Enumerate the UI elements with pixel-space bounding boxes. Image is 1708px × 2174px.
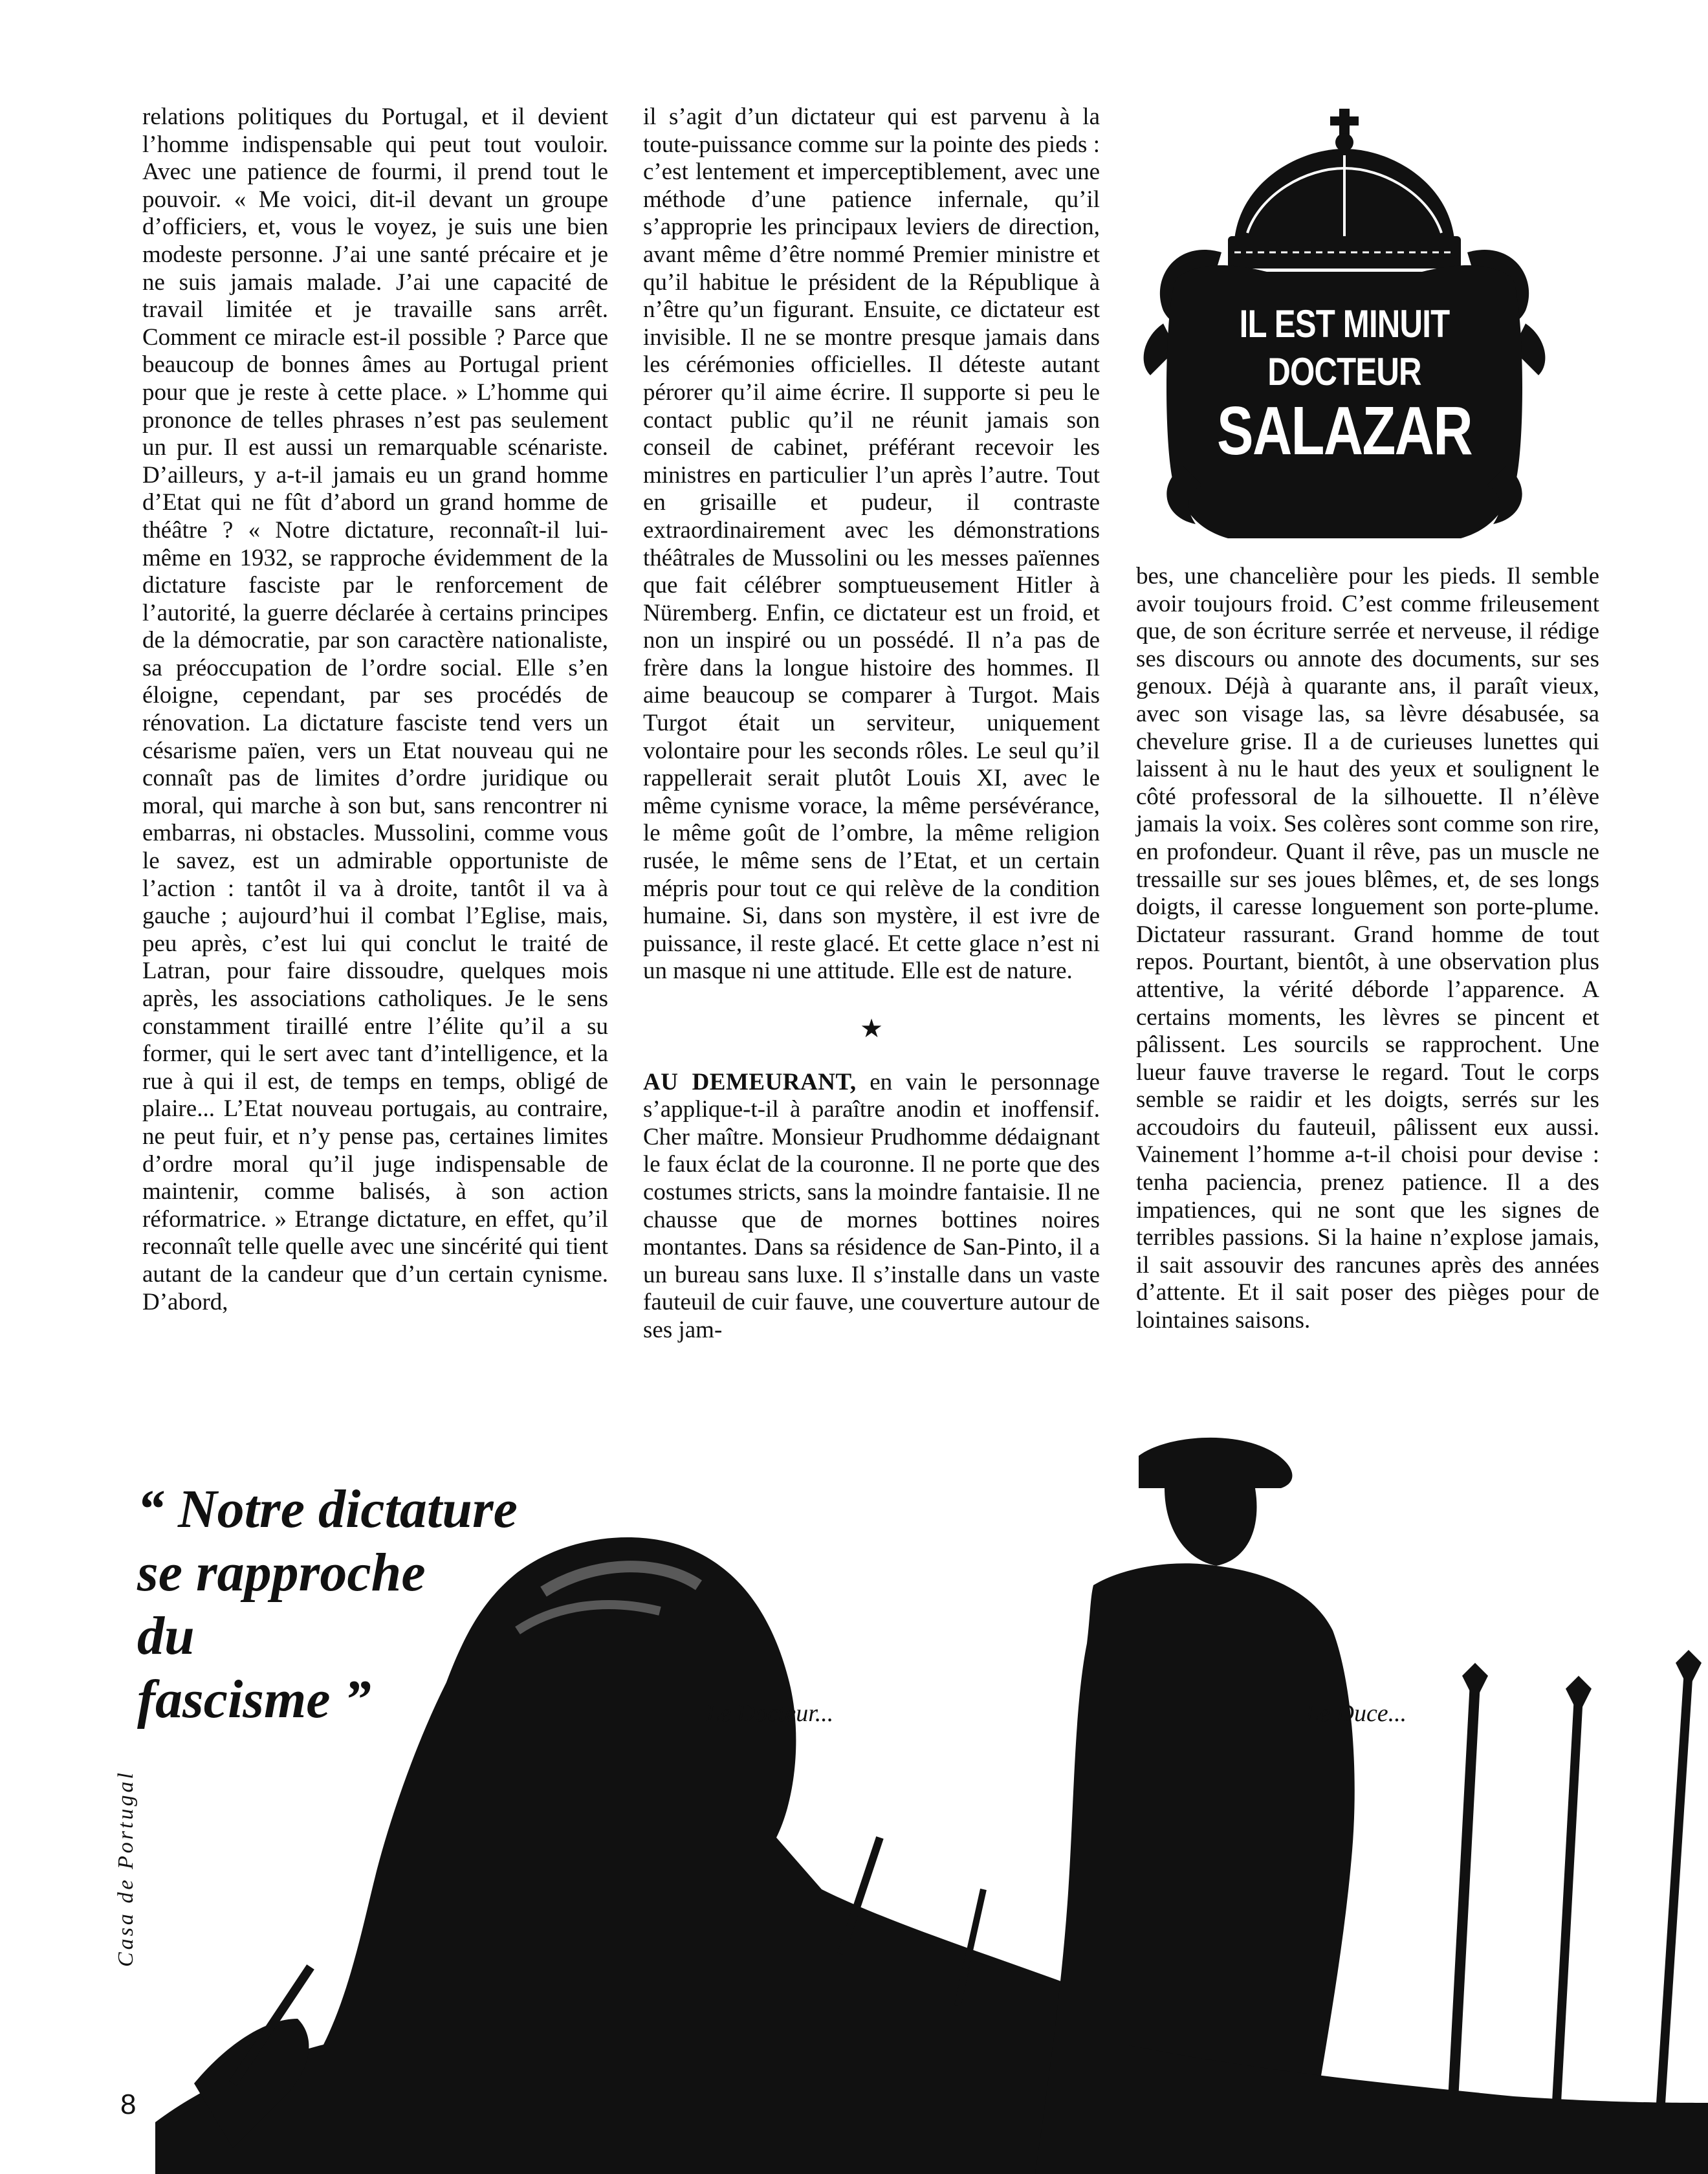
crest-title-line-3: SALAZAR xyxy=(1217,393,1472,469)
article-text: en vain le personnage s’applique-t-il à paraître anodin et inoffensif. Cher maître. Monsieur Prudhomme dédaignant le faux éclat de la couronne. Il ne porte que des costumes stricts, sans la moindre fantaisie. Il ne chausse que de mornes bottines noires montantes. Dans sa résidence de San-Pinto, il a un bureau sans luxe. Il s’installe dans un vaste fauteuil de cuir fauve, une couverture autour de ses jam- xyxy=(643,1068,1100,1343)
article-column-3 xyxy=(1136,563,1599,1335)
run-in-heading: AU DEMEURANT, xyxy=(643,1068,857,1095)
article-text: relations politiques du Portugal, et il devient l’homme indispensable qui peut tout vouloir. Avec une patience de fourmi, il prend tout le pouvoir. « Me voici, dit-il devant un groupe d’officiers, et, vous le voyez, je suis une bien modeste personne. J’ai une santé précaire et je ne suis jamais malade. J’ai une capacité de travail limitée et je travaille sans arrêt. Comment ce miracle est-il possible ? Parce que beaucoup de bonnes âmes au Portugal prient pour que je reste à cette place. » L’homme qui prononce de telles phrases n’est pas seulement un pur. Il est aussi un remarquable scénariste. D’ailleurs, y a-t-il jamais eu un grand homme d’Etat qui ne fût d’abord un grand homme de théâtre ? « Notre dictature, reconnaît-il lui-même en 1932, se rapproche évidemment de la dictature fasciste par le renforcement de l’autorité, la guerre déclarée à certains principes de la démocratie, par son caractère nationaliste, sa préoccupation de l’ordre social. Elle s’en éloigne, cependant, par ses procédés de rénovation. La dictature fasciste tend vers un césarisme païen, vers un Etat nouveau qui ne connaît pas de limites d’ordre juridique ou moral, qui marche à son but, sans rencontrer ni embarras, ni obstacles. Mussolini, comme vous le savez, est un admirable opportuniste de l’action : tantôt il va à droite, tantôt il va à gauche ; aujourd’hui il combat l’Eglise, mais, peu après, c’est lui qui conclut le traité de Latran, pour faire dissoudre, quelques mois après, les associations catholiques. Je le sens constamment tiraillé entre l’élite qu’il a su former, qui le sert avec tant d’intelligence, et la rue à qui il est, de temps en temps, obligé de plaire... L’Etat nouveau portugais, au contraire, ne peut fuir, et n’y pense pas, certaines limites d’ordre moral qu’il juge indispensable de maintenir, comme balisés, à son action réformatrice. » Etrange dictature, en effet, qu’il reconnaît telle quelle avec une sincérité qui tient autant de la candeur que d’un certain cynisme. D’abord, xyxy=(142,104,608,1315)
caption-left: Le Docteur... xyxy=(706,1700,834,1727)
article-paragraph xyxy=(643,1069,1100,1345)
caption-right: Le Duce... xyxy=(1306,1700,1407,1727)
crest-title-line-2: DOCTEUR xyxy=(1267,350,1421,393)
article-text: bes, une chancelière pour les pieds. Il semble avoir toujours froid. C’est comme frileusement que, de son écriture serrée et nerveuse, il rédige ses discours ou annote des documents, sur ses genoux. Déjà à quarante ans, il paraît vieux, avec son visage las, sa lèvre désabusée, sa chevelure grise. Il a de curieuses lunettes qui laissent à nu le haut des yeux et soulignent le côté professoral de la silhouette. Il n’élève jamais la voix. Ses colères sont comme son rire, en profondeur. Quant il rêve, pas un muscle ne tressaille sur ses joues blêmes, et, de ses longs doigts, il caresse longuement son porte-plume. Dictateur rassurant. Grand homme de tout repos. Pourtant, bientôt, à une observation plus attentive, la vérité déborde l’apparence. A certains moments, les lèvres se pincent et pâlissent. Les sourcils se rapprochent. Une lueur fauve traverse le regard. Tout le corps semble se raidir et les doigts, serrés sur les accoudoirs du fauteuil, pâlissent eux aussi. Vainement l’homme a-t-il choisi pour devise : tenha paciencia, prenez patience. Il a des impatiences, qui ne sont que les signes de terribles passions. Si la haine n’explose jamais, il sait assouvir des rancunes après des années d’attente. Et il sait poser des pièges pour de lointaines saisons. xyxy=(1136,563,1599,1334)
pull-quote: “ Notre dictature se rapproche du fascisme ” xyxy=(137,1479,518,1729)
section-separator-icon: ★ xyxy=(860,1014,883,1043)
page-number: 8 xyxy=(120,2089,137,2120)
crest-title-block xyxy=(1137,104,1551,550)
article-column-1 xyxy=(142,104,608,1316)
article-text: il s’agit d’un dictateur qui est parvenu à la toute-puissance comme sur la pointe des pieds : c’est lentement et imperceptiblement, avec une méthode d’une patience infernale, qu’il s’approprie les principaux leviers de direction, avant même d’être nommé Premier ministre et qu’il habitue le président de la République à n’être qu’un figurant. Ensuite, ce dictateur est invisible. Il ne se montre presque jamais dans les cérémonies officielles. Il déteste autant pérorer qu’il aime écrire. Il supporte si peu le contact public qu’il ne réunit jamais son conseil de cabinet, préférant recevoir les ministres en particulier l’un après l’autre. Tout en grisaille et pudeur, il contraste extraordinairement avec les démonstrations théâtrales de Mussolini ou les messes païennes que fait célébrer somptueusement Hitler à Nüremberg. Enfin, ce dictateur est un froid, et non un inspiré ou un possédé. Il n’a pas de frère dans la longue histoire des hommes. Il aime beaucoup se comparer à Turgot. Mais Turgot était un serviteur, uniquement volontaire pour les seconds rôles. Le seul qu’il rappellerait serait plutôt Louis XI, avec le même cynisme vorace, la même persévérance, le même goût de l’ombre, la même religion rusée, le même sens de l’Etat, et un certain mépris pour tout ce qui relève de la condition humaine. Si, dans son mystère, il est ivre de puissance, il reste glacé. Et cette glace n’est ni un masque ni une attitude. Elle est de nature. xyxy=(643,104,1100,985)
photo-credit: Casa de Portugal xyxy=(114,1770,138,1967)
article-column-2 xyxy=(643,104,1100,1345)
crest-title-line-1: IL EST MINUIT xyxy=(1239,302,1450,346)
